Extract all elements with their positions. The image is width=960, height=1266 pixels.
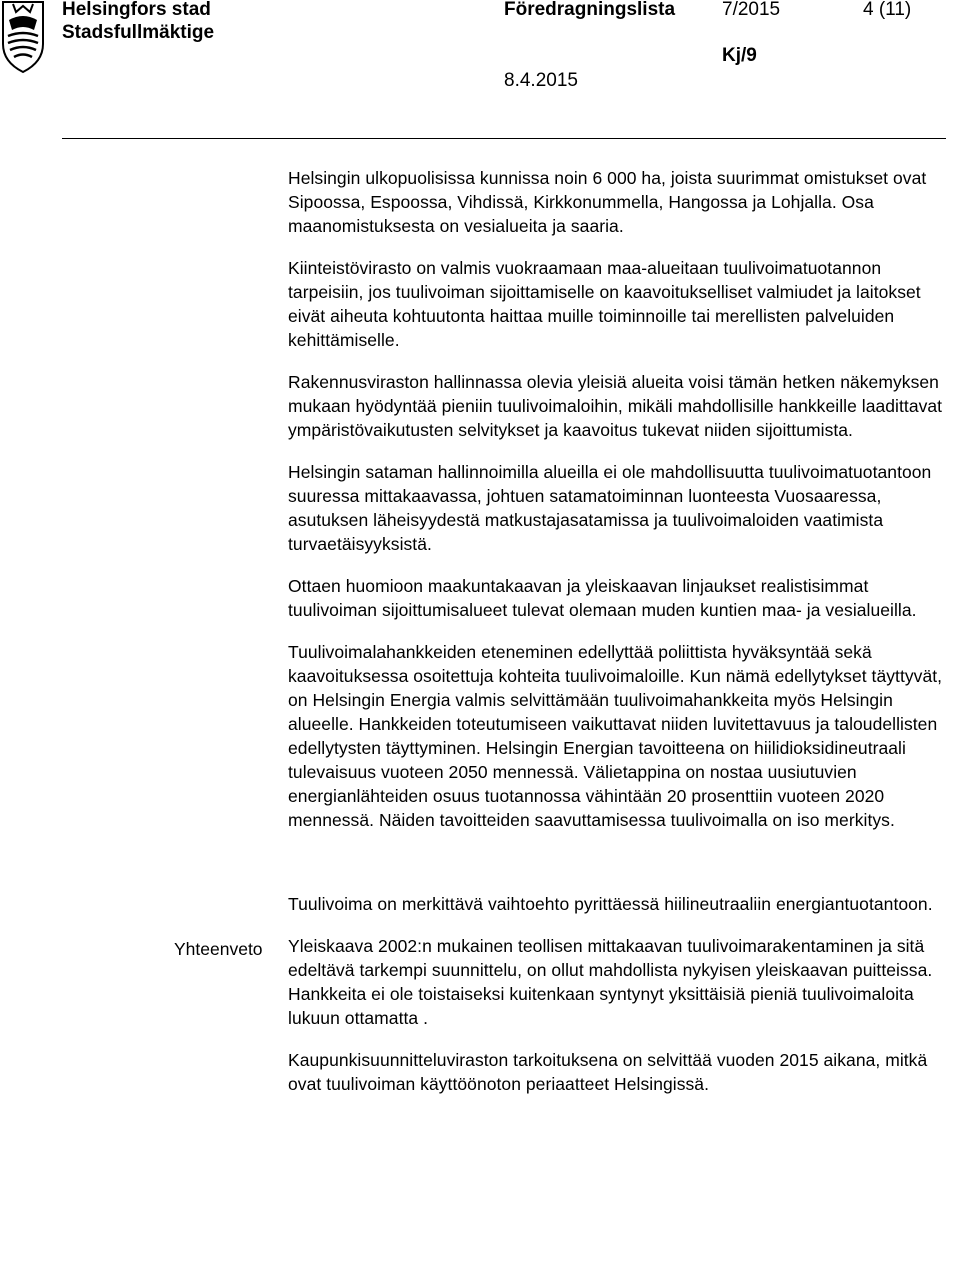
header-item-number: Kj/9 — [722, 45, 757, 66]
paragraph: Ottaen huomioon maakuntakaavan ja yleiskaavan linjaukset realistisimmat tuulivoiman sijoittumisalueet tulevat olemaan muden kuntien maa- ja vesialueilla. — [288, 576, 917, 620]
paragraph: Tuulivoimalahankkeiden eteneminen edellyttää poliittista hyväksyntää sekä kaavoituksessa osoitettuja kohteita tuulivoimaloille. Kun nämä edellytykset täyttyvät, on Helsingin Energia valmis selvittämään tuulivoimahankkeita myös Helsingin alueelle. Hankkeiden toteutumiseen vaikuttavat niiden luvitettavuus ja taloudellisten edellytysten täyttyminen. Helsingin Energian tavoitteena on hiilidioksidineutraali tulevaisuus vuoteen 2050 mennessä. Välietappina on nostaa uusiutuvien energianlähteiden osuus tuotannossa vähintään 20 prosenttiin vuoteen 2020 mennessä. Näiden tavoitteiden saavuttamisessa tuulivoimalla on iso merkitys. — [288, 642, 943, 830]
paragraph: Tuulivoima on merkittävä vaihtoehto pyrittäessä hiilineutraaliin energiantuotantoon. — [288, 894, 933, 914]
header-page-number: 4 (11) — [863, 0, 912, 20]
header-divider — [62, 138, 946, 139]
header-list-title: Föredragningslista — [504, 0, 676, 20]
header-body: Stadsfullmäktige — [62, 22, 215, 43]
paragraph: Rakennusviraston hallinnassa olevia yleisiä alueita voisi tämän hetken näkemyksen mukaan hyödyntää pieniin tuulivoimaloihin, mikäli mahdollisille hankkeille laadittavat ympäristövaikutusten selvitykset ja kaavoitus tukevat niiden sijoittumista. — [288, 372, 943, 440]
city-crest-icon — [0, 0, 46, 74]
paragraph: Helsingin sataman hallinnoimilla alueilla ei ole mahdollisuutta tuulivoimatuotantoon suuressa mittakaavassa, johtuen satamatoiminnan luonteesta Vuosaaressa, asutuksen läheisyydestä matkustajasatamissa ja tuulivoimaloiden vaatimista turvaetäisyyksistä. — [288, 462, 932, 554]
header-list-number: 7/2015 — [722, 0, 781, 20]
paragraph: Kaupunkisuunnitteluviraston tarkoituksena on selvittää vuoden 2015 aikana, mitkä ovat tuulivoiman käyttöönoton periaatteet Helsingissä. — [288, 1050, 928, 1094]
paragraph: Kiinteistövirasto on valmis vuokraamaan maa-alueitaan tuulivoimatuotannon tarpeisiin, jos tuulivoiman sijoittamiselle on kaavoitukselliset valmiudet ja laitokset eivät aiheuta kohtuutonta haittaa muille toiminnoille tai merellisten palveluiden kehittämiselle. — [288, 258, 921, 350]
paragraph: Helsingin ulkopuolisissa kunnissa noin 6 000 ha, joista suurimmat omistukset ovat Sipoossa, Espoossa, Vihdissä, Kirkkonummella, Hangossa ja Lohjalla. Osa maanomistuksesta on vesialueita ja saaria. — [288, 168, 927, 236]
document-body — [288, 166, 948, 1096]
header-date: 8.4.2015 — [504, 70, 578, 91]
header-city: Helsingfors stad — [62, 0, 211, 20]
section-label-summary: Yhteenveto — [174, 939, 263, 959]
paragraph: Yleiskaava 2002:n mukainen teollisen mittakaavan tuulivoimarakentaminen ja sitä edeltävä tarkempi suunnittelu, on ollut mahdollista nykyisen yleiskaavan puitteissa. Hankkeita ei ole toistaiseksi kuitenkaan syntynyt yksittäisiä pieniä tuulivoimaloita lukuun ottamatta . — [288, 936, 933, 1028]
